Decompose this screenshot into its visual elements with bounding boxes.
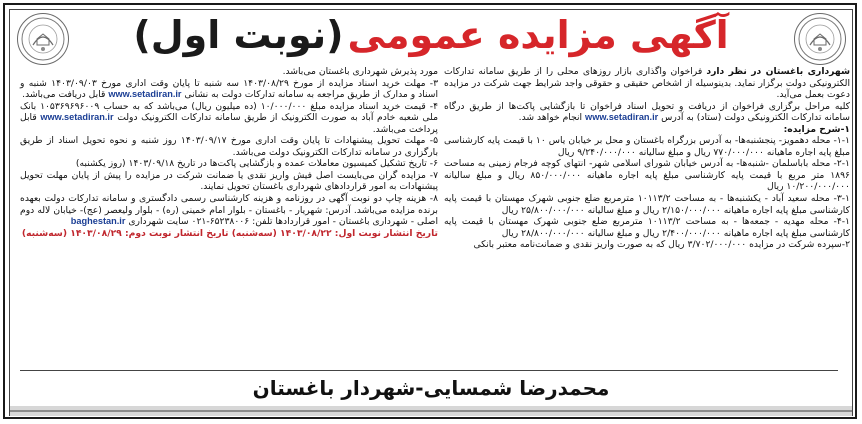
auction-item: ۳-۱- محله سعید آباد - یکشنبه‌ها - به مساحت ۱۰۱۱۳/۲ مترمربع ضلع جنوبی شهرک مهستان با قیمت پایه کارشناسی مبلغ پایه اجاره ماهیانه ۲/۱۵۰/۰۰۰/۰۰۰ ریال و مبلغ سالیانه ۲۵/۸۰۰/۰۰۰/۰۰۰ ریال: [444, 193, 850, 216]
bottom-stripe: [10, 410, 852, 412]
clause-7: ۷- مزایده گران می‌بایست اصل فیش واریز نقدی یا ضمانت شرکت در مزایده را پیش از پایان مهلت تحویل پیشنهادات به امور قراردادهای شهرداری باغستان تحویل نمایند.: [20, 169, 438, 193]
publication-dates: تاریخ انتشار نوبت اول: ۱۴۰۳/۰۸/۲۲ (سه‌شنبه) تاریخ انتشار نوبت دوم: ۱۴۰۳/۰۸/۲۹ (سه‌شنبه): [21, 227, 438, 239]
clause-6: ۶- تاریخ تشکیل کمیسیون معاملات عمده و بازگشایی پاکت‌ها در تاریخ ۱۴۰۳/۰۹/۱۸ (روز یکشنبه): [75, 158, 438, 170]
setad-link[interactable]: www.setadiran.ir: [40, 112, 114, 123]
clause-5: ۵- مهلت تحویل پیشنهادات تا پایان وقت اداری مورخ ۱۴۰۳/۰۹/۱۷ روز شنبه و نحوه تحویل اسناد از طریق بارگزاری در سامانه تدارکات الکترونیک دولت می‌باشد.: [20, 135, 438, 158]
stages-paragraph: [444, 101, 850, 124]
right-column: [444, 66, 850, 251]
clause-4: [20, 101, 438, 136]
left-column: [20, 66, 438, 239]
intro-paragraph: [444, 66, 850, 101]
deposit-item: ۲-سپرده شرکت در مزایده ۳/۷۰۲/۰۰۰/۰۰۰ ریال که به صورت واریز نقدی و ضمانت‌نامه معتبر بانکی: [473, 239, 850, 251]
intro-text: فراخوان واگذاری بازار روزهای محلی را از طریق سامانه تدارکات الکترونیکی دولت برگزار نماید. بدینوسیله از اشخاص حقیقی و حقوقی واجد شرایط جهت شرکت در مزایده دعوت بعمل می‌آید.: [444, 66, 850, 101]
municipality-site-link[interactable]: baghestan.ir: [70, 216, 126, 227]
auction-item: ۴-۱- محله مهدیه - جمعه‌ها - به مساحت ۱۰۱۱۳/۲ مترمربع ضلع جنوبی شهرک مهستان با قیمت پایه کارشناسی مبلغ پایه اجاره ماهیانه ۲/۴۰۰/۰۰۰/۰۰۰ ریال و مبلغ سالیانه ۲۸/۸۰۰/۰۰۰/۰۰۰ ریال: [444, 216, 850, 239]
page-title: [0, 4, 862, 66]
clause-3-text: ۳- مهلت خرید اسناد مزایده از مورخ ۱۴۰۳/۰۸/۲۹ سه شنبه تا پایان وقت اداری مورخ ۱۴۰۳/۰۹/۰۳ شنبه و اسناد و مدارک از طریق مراجعه به سامانه تدارکات دولت به نشانی: [20, 77, 439, 101]
signature: محمدرضا شمسایی-شهردار باغستان: [252, 376, 610, 400]
clause-4-end: قابل پرداخت می‌باشد.: [20, 112, 438, 135]
setad-link[interactable]: www.setadiran.ir: [108, 89, 182, 100]
clause-8: [20, 193, 438, 228]
stages-end: انجام خواهد شد.: [518, 112, 583, 124]
continuation-text: مورد پذیرش شهرداری باغستان می‌باشد.: [282, 66, 438, 77]
auction-item: ۲-۱- محله باباسلمان -شنبه‌ها- به آدرس خیابان شورای اسلامی شهر- انتهای کوچه فرجام زمینی به مساحت ۱۸۹۶ متر مربع با قیمت پایه کارشناسی مبلغ پایه اجاره ماهیانه ۸۵۰/۰۰۰/۰۰۰ ریال و مبلغ سالیانه ۱۰/۲۰۰/۰۰۰/۰۰۰ ریال: [444, 158, 850, 193]
stages-text: کلیه مراحل برگزاری فراخوان از دریافت و تحویل اسناد فراخوان تا بازگشایی پاکت‌ها از طریق درگاه سامانه تدارکات الکترونیکی دولت (ستاد) به آدرس: [444, 100, 850, 124]
clause-4-text: ۴- قیمت خرید اسناد مزایده مبلغ ۱۰/۰۰۰/۰۰۰ (ده میلیون ریال) می‌باشد که به حساب ۱۰۵۳۶۹۶۹۶۰۰۹ بانک ملی شعبه خادم آباد به صورت الکترونیک از طریق سامانه تدارکات الکترونیک دولت: [20, 100, 438, 124]
setad-link[interactable]: www.setadiran.ir: [585, 112, 659, 123]
title-main: آگهی مزایده عمومی: [347, 13, 729, 57]
clause-3: [20, 78, 438, 101]
auction-item: ۱-۱- محله دهمویز- پنجشنبه‌ها- به آدرس بزرگراه باغستان و محل بر خیابان یاس ۱۰ با قیمت پایه کارشناسی مبلغ پایه اجاره ماهیانه ۷۷۰/۰۰۰/۰۰۰ ریال و مبلغ سالیانه ۹/۲۴۰/۰۰۰/۰۰۰ ریال: [444, 135, 850, 158]
divider: [20, 370, 838, 371]
bottom-band: [10, 406, 852, 416]
clause-8-text: ۸- هزینه چاپ دو نوبت آگهی در روزنامه و هزینه کارشناسی رسمی دادگستری و سامانه تدارکات دولت بعهده برنده مزایده می‌باشد. آدرس: شهریار - باغستان - بلوار امام خمینی (ره) - بلوار ولیعصر (عج)- خیابان لاله دوم اصلی - شهرداری باغستان - امور قراردادها تلفن: ۶۵۲۳۸۰۰۶-۰۲۱ سایت شهرداری: [20, 193, 438, 228]
intro-bold: شهرداری باغستان در نظر دارد: [706, 66, 850, 77]
title-round: (نوبت اول): [133, 13, 344, 57]
clause-3-end: قابل دریافت می‌باشد.: [22, 89, 106, 101]
section-heading: ۱-شرح مزایده:: [783, 123, 850, 135]
